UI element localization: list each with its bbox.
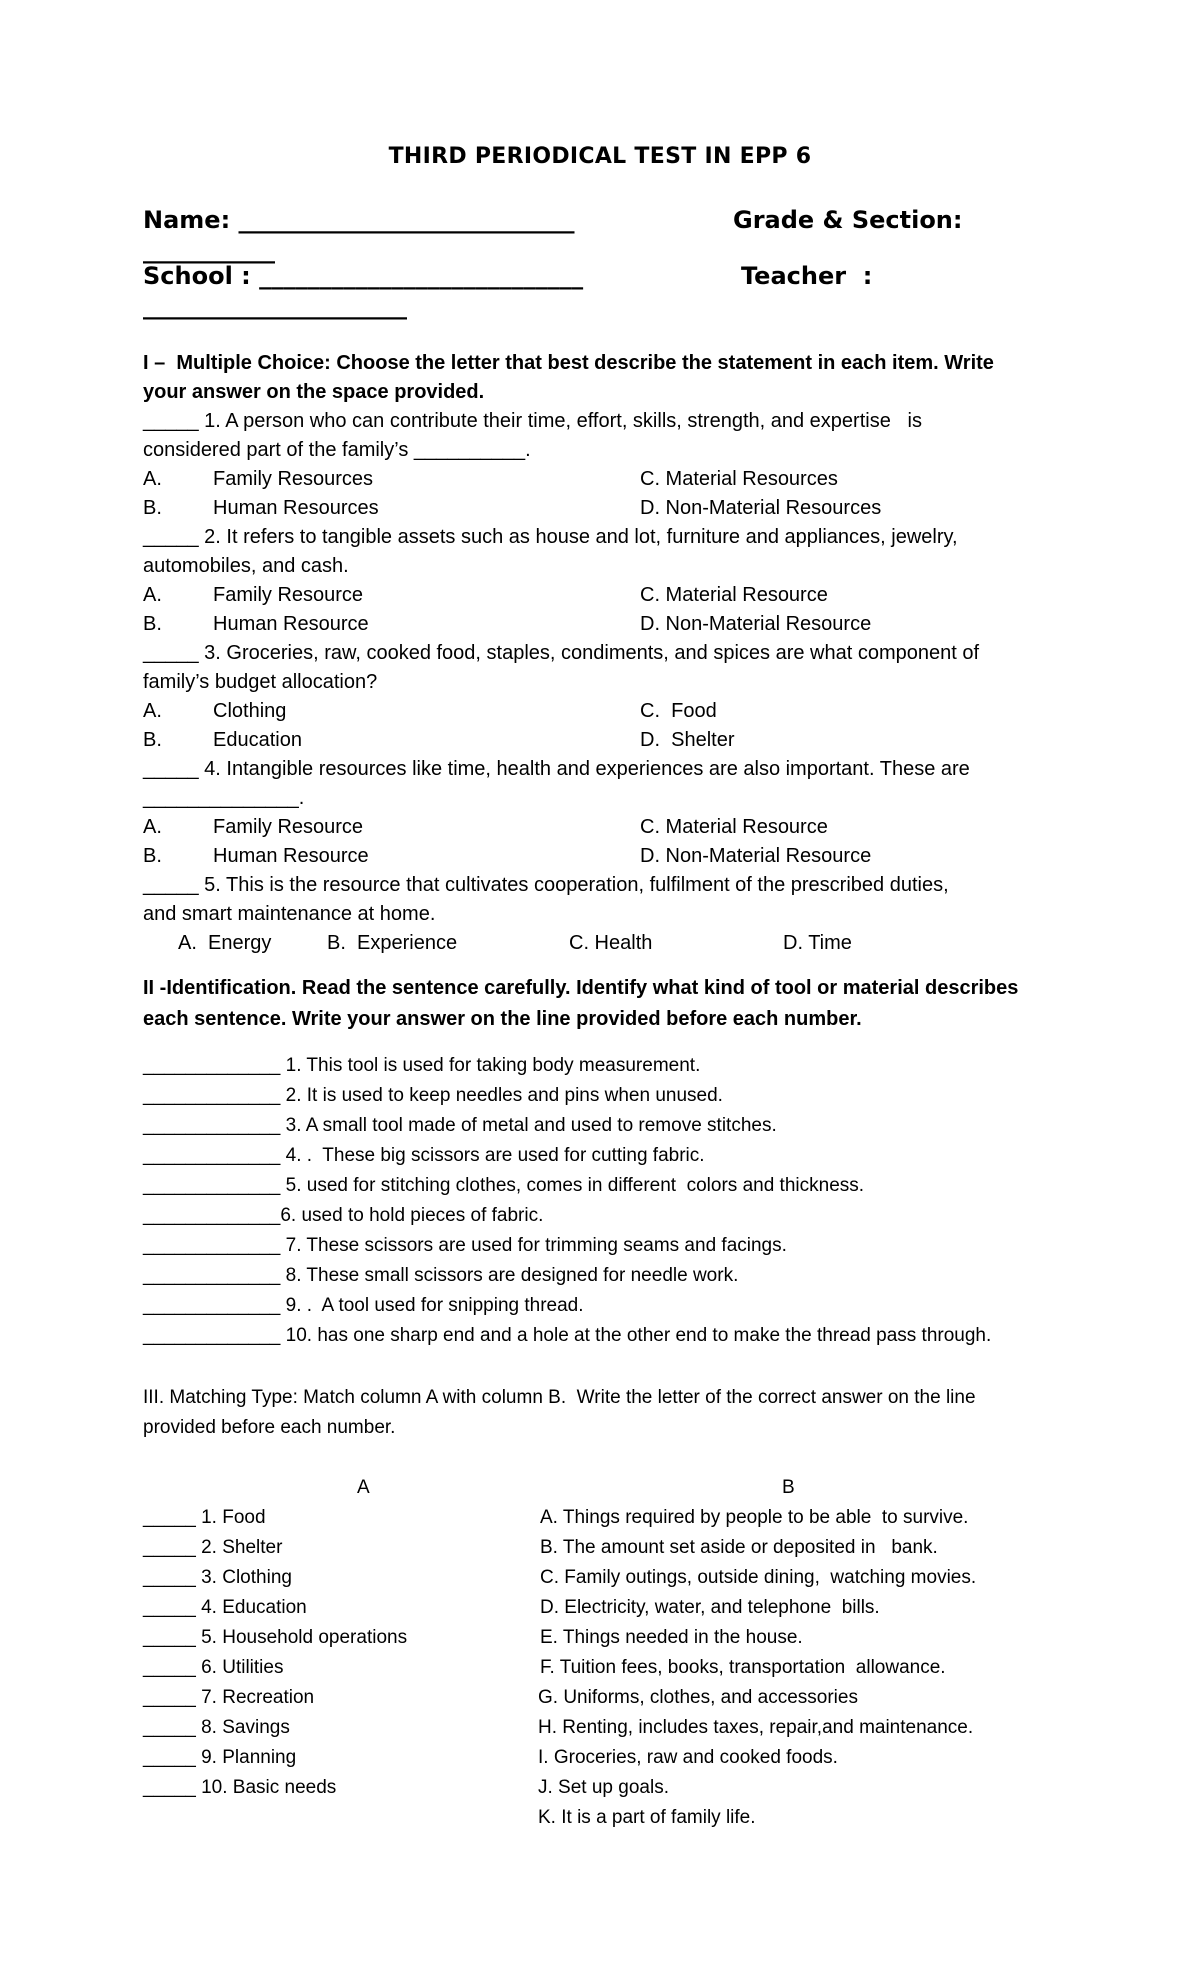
part2-item-3: _____________ 3. A small tool made of metal and used to remove stitches.: [143, 1115, 777, 1136]
column-a-item: _____ 5. Household operations: [143, 1627, 408, 1648]
q4-option-b-letter: B.: [143, 845, 162, 867]
column-a-item: _____ 10. Basic needs: [143, 1777, 337, 1798]
part2-item-9: _____________ 9. . A tool used for snipping thread.: [143, 1295, 584, 1316]
q1-text-2: considered part of the family’s __________.: [143, 439, 531, 461]
q4-text-2: ______________.: [143, 787, 305, 809]
q4-text-1: _____ 4. Intangible resources like time, health and experiences are also important. These are: [143, 758, 970, 780]
part2-item-5: _____________ 5. used for stitching clothes, comes in different colors and thickness.: [143, 1175, 865, 1196]
column-a-item: _____ 4. Education: [143, 1597, 307, 1618]
part2-instruction-2: each sentence. Write your answer on the line provided before each number.: [143, 1008, 862, 1030]
q1-text-1: _____ 1. A person who can contribute their time, effort, skills, strength, and expertise is: [143, 410, 922, 432]
q3-option-b: Education: [213, 729, 302, 751]
q5-text-1: _____ 5. This is the resource that cultivates cooperation, fulfilment of the prescribed duties,: [143, 874, 949, 896]
column-a-item: _____ 6. Utilities: [143, 1657, 284, 1678]
part2-item-7: _____________ 7. These scissors are used for trimming seams and facings.: [143, 1235, 787, 1256]
column-a-item: _____ 3. Clothing: [143, 1567, 292, 1588]
teacher-line: ______________________: [143, 292, 407, 320]
part2-item-4: _____________ 4. . These big scissors are used for cutting fabric.: [143, 1145, 705, 1166]
q3-option-d: D. Shelter: [640, 729, 735, 751]
q1-option-b: Human Resources: [213, 497, 379, 519]
q3-option-a: Clothing: [213, 700, 287, 722]
q1-option-c: C. Material Resources: [640, 468, 838, 490]
q2-option-c: C. Material Resource: [640, 584, 828, 606]
q2-option-b-letter: B.: [143, 613, 162, 635]
q3-option-b-letter: B.: [143, 729, 162, 751]
part2-item-10: _____________ 10. has one sharp end and a hole at the other end to make the thread pass through.: [143, 1325, 992, 1346]
q2-option-a-letter: A.: [143, 584, 162, 606]
part1-instruction-2: your answer on the space provided.: [143, 381, 485, 403]
q1-option-a: Family Resources: [213, 468, 374, 490]
column-b-item: B. The amount set aside or deposited in bank.: [540, 1537, 938, 1558]
q2-option-b: Human Resource: [213, 613, 369, 635]
part2-item-8: _____________ 8. These small scissors are designed for needle work.: [143, 1265, 739, 1286]
column-b-header: B: [782, 1477, 795, 1498]
name-field-line: Name: ____________________________: [143, 206, 575, 234]
column-b-item: H. Renting, includes taxes, repair,and maintenance.: [538, 1717, 974, 1738]
q5-option-b: B. Experience: [327, 932, 458, 954]
page-title: THIRD PERIODICAL TEST IN EPP 6: [388, 144, 812, 169]
q5-option-a: A. Energy: [178, 932, 272, 954]
q4-option-b: Human Resource: [213, 845, 369, 867]
q1-option-b-letter: B.: [143, 497, 162, 519]
q4-option-a: Family Resource: [213, 816, 364, 838]
q3-text-1: _____ 3. Groceries, raw, cooked food, staples, condiments, and spices are what component of: [143, 642, 980, 664]
part3-instruction-1: III. Matching Type: Match column A with column B. Write the letter of the correct answer on the line: [143, 1387, 976, 1408]
q5-option-c: C. Health: [569, 932, 653, 954]
q4-option-c: C. Material Resource: [640, 816, 828, 838]
teacher-label: Teacher :: [741, 262, 873, 290]
column-a-header: A: [357, 1477, 370, 1498]
column-b-item: C. Family outings, outside dining, watching movies.: [540, 1567, 977, 1588]
column-b-item: F. Tuition fees, books, transportation allowance.: [540, 1657, 946, 1678]
column-b-item: J. Set up goals.: [538, 1777, 669, 1798]
grade-section-label: Grade & Section:: [733, 206, 963, 234]
part2-item-1: _____________ 1. This tool is used for taking body measurement.: [143, 1055, 701, 1076]
part2-instruction-1: II -Identification. Read the sentence carefully. Identify what kind of tool or material describes: [143, 977, 1019, 999]
column-a-item: _____ 1. Food: [143, 1507, 266, 1528]
q2-option-a: Family Resource: [213, 584, 364, 606]
q1-option-d: D. Non-Material Resources: [640, 497, 882, 519]
column-a-item: _____ 9. Planning: [143, 1747, 297, 1768]
column-b-item: I. Groceries, raw and cooked foods.: [538, 1747, 838, 1768]
grade-section-line: ___________: [143, 236, 275, 264]
q2-option-d: D. Non-Material Resource: [640, 613, 872, 635]
column-a-item: _____ 7. Recreation: [143, 1687, 315, 1708]
column-a-item: _____ 2. Shelter: [143, 1537, 283, 1558]
q1-option-a-letter: A.: [143, 468, 162, 490]
q3-option-c: C. Food: [640, 700, 717, 722]
column-a-item: _____ 8. Savings: [143, 1717, 290, 1738]
school-field-line: School : ___________________________: [143, 262, 584, 290]
part3-instruction-2: provided before each number.: [143, 1417, 396, 1438]
part2-item-2: _____________ 2. It is used to keep needles and pins when unused.: [143, 1085, 723, 1106]
q5-option-d: D. Time: [783, 932, 852, 954]
column-b-item: A. Things required by people to be able to survive.: [540, 1507, 969, 1528]
q2-text-2: automobiles, and cash.: [143, 555, 349, 577]
q4-option-a-letter: A.: [143, 816, 162, 838]
q4-option-d: D. Non-Material Resource: [640, 845, 872, 867]
q3-option-a-letter: A.: [143, 700, 162, 722]
q5-text-2: and smart maintenance at home.: [143, 903, 436, 925]
column-b-item: D. Electricity, water, and telephone bills.: [540, 1597, 880, 1618]
column-b-item: K. It is a part of family life.: [538, 1807, 756, 1828]
part1-instruction-1: I – Multiple Choice: Choose the letter that best describe the statement in each item. Write: [143, 352, 994, 374]
column-b-item: E. Things needed in the house.: [540, 1627, 803, 1648]
q2-text-1: _____ 2. It refers to tangible assets such as house and lot, furniture and appliances, jewelry,: [143, 526, 958, 548]
q3-text-2: family’s budget allocation?: [143, 671, 378, 693]
column-b-item: G. Uniforms, clothes, and accessories: [538, 1687, 858, 1708]
part2-item-6: _____________6. used to hold pieces of fabric.: [143, 1205, 544, 1226]
